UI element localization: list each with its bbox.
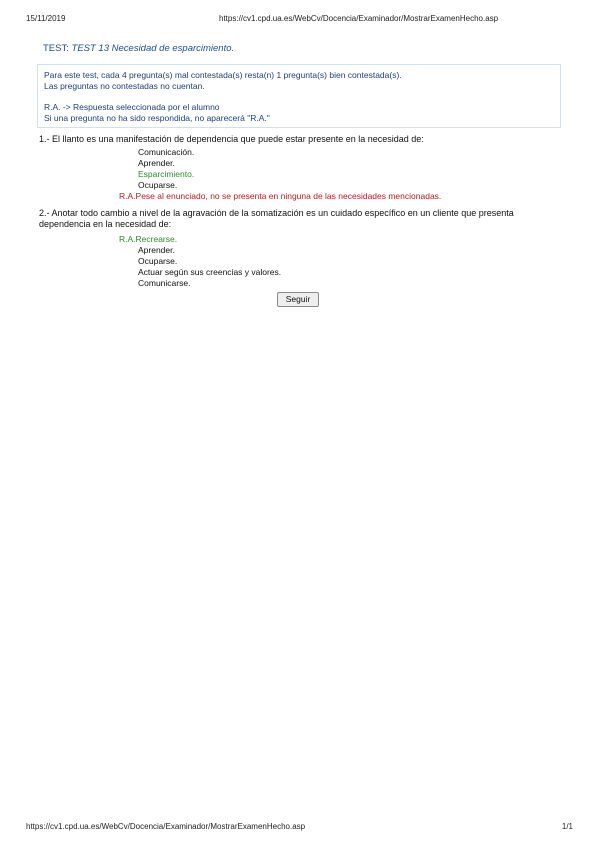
test-label: TEST: <box>43 43 69 54</box>
question-1-option: Aprender. <box>138 158 175 168</box>
question-2-option: Comunicarse. <box>138 278 191 288</box>
question-1-text: 1.- El llanto es una manifestación de dependencia que puede estar presente en la necesidad de: <box>39 134 424 144</box>
question-2-option: Aprender. <box>138 245 175 255</box>
question-1-answers <box>0 147 599 202</box>
print-footer <box>26 822 573 834</box>
info-box <box>37 64 561 128</box>
question-2-text: 2.- Anotar todo cambio a nivel de la agravación de la somatización es un cuidado específico en un cliente que presenta dependencia en la necesidad de: <box>39 208 514 229</box>
test-name: TEST 13 Necesidad de esparcimiento. <box>71 43 235 54</box>
print-date: 15/11/2019 <box>26 14 66 23</box>
print-header <box>26 14 573 26</box>
question-2-selected-answer: R.A.Recrearse. <box>119 234 178 244</box>
question-2-option: Ocuparse. <box>138 256 178 266</box>
print-url: https://cv1.cpd.ua.es/WebCv/Docencia/Examinador/MostrarExamenHecho.asp <box>219 14 499 23</box>
question-2-answers <box>0 234 599 289</box>
info-line-penalty: Para este test, cada 4 pregunta(s) mal contestada(s) resta(n) 1 pregunta(s) bien contestada(s). <box>44 70 402 80</box>
question-1-correct-option: Esparcimiento. <box>138 169 195 179</box>
footer-url: https://cv1.cpd.ua.es/WebCv/Docencia/Examinador/MostrarExamenHecho.asp <box>26 822 306 831</box>
question-1-option: Comunicación. <box>138 147 195 157</box>
question-1-option: Ocuparse. <box>138 180 178 190</box>
info-line-ra-legend: R.A. -> Respuesta seleccionada por el alumno <box>44 102 220 112</box>
seguir-button[interactable]: Seguir <box>277 292 319 307</box>
test-title <box>43 43 234 54</box>
info-line-unanswered: Las preguntas no contestadas no cuentan. <box>44 80 205 91</box>
question-2-option: Actuar según sus creencias y valores. <box>138 267 282 277</box>
page-number: 1/1 <box>561 822 573 831</box>
info-line-ra-note: Si una pregunta no ha sido respondida, no aparecerá "R.A." <box>44 112 270 123</box>
question-1-selected-answer: R.A.Pese al enunciado, no se presenta en ninguna de las necesidades mencionadas. <box>119 191 442 201</box>
